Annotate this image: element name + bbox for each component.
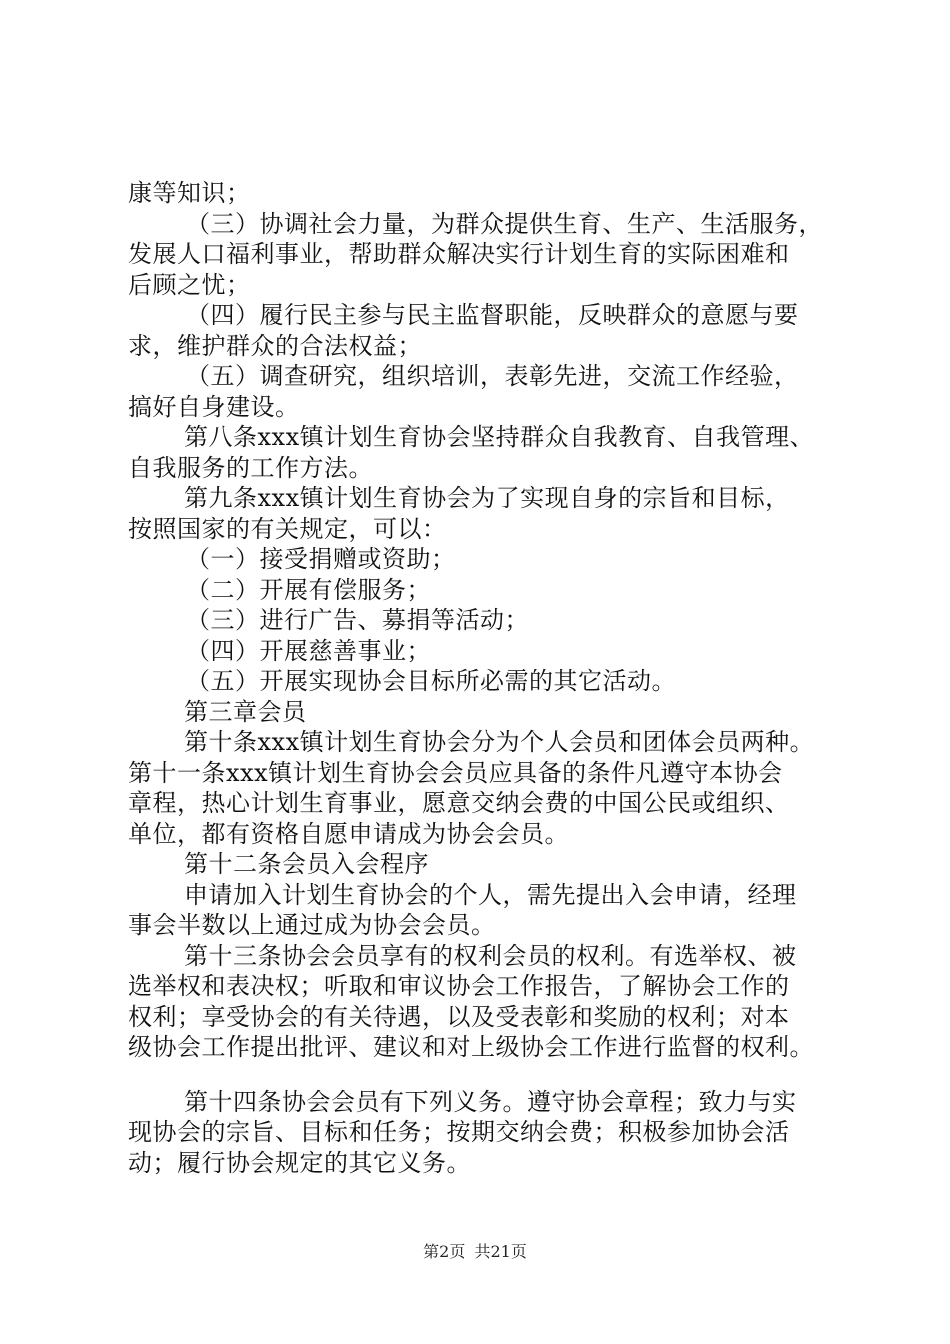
text-line: 第十四条协会会员有下列义务。遵守协会章程；致力与实 xyxy=(184,1087,797,1116)
text-line: （五）调查研究，组织培训，表彰先进，交流工作经验， xyxy=(186,362,799,390)
text-line: 搞好自身建设。 xyxy=(128,392,300,421)
text-line: 发展人口福利事业，帮助群众解决实行计划生育的实际困难和 xyxy=(128,240,790,268)
text-line: 第八条xxx镇计划生育协会坚持群众自我教育、自我管理、 xyxy=(184,423,815,451)
paragraph-gap xyxy=(128,1063,848,1087)
text-line: 现协会的宗旨、目标和任务；按期交纳会费；积极参加协会活 xyxy=(128,1118,790,1146)
text-line: 级协会工作提出批评、建议和对上级协会工作进行监督的权利。 xyxy=(128,1033,814,1061)
document-body xyxy=(128,178,848,1178)
text-line: 单位，都有资格自愿申请成为协会会员。 xyxy=(128,819,569,848)
text-line: 章程，热心计划生育事业，愿意交纳会费的中国公民或组织、 xyxy=(128,789,790,817)
text-line: 后顾之忧； xyxy=(128,270,251,299)
text-line: （三）进行广告、募捐等活动； xyxy=(186,606,529,634)
chapter-heading: 第三章会员 xyxy=(184,697,307,726)
text-line: （二）开展有偿服务； xyxy=(186,575,431,604)
text-line: 按照国家的有关规定，可以： xyxy=(128,514,447,543)
page-number: 第2页 xyxy=(423,1242,466,1261)
text-line: 第十二条会员入会程序 xyxy=(184,850,429,878)
text-line: 第九条xxx镇计划生育协会为了实现自身的宗旨和目标， xyxy=(184,484,790,512)
text-line: 权利；享受协会的有关待遇，以及受表彰和奖励的权利；对本 xyxy=(128,1002,790,1031)
text-line: 第十三条协会会员享有的权利会员的权利。有选举权、被 xyxy=(184,941,797,970)
text-line: （三）协调社会力量，为群众提供生育、生产、生活服务， xyxy=(186,209,823,238)
text-line: 动；履行协会规定的其它义务。 xyxy=(128,1148,471,1177)
text-line: 求，维护群众的合法权益； xyxy=(128,331,422,360)
text-line: 第十条xxx镇计划生育协会分为个人会员和团体会员两种。 xyxy=(184,728,815,756)
text-line: （四）开展慈善事业； xyxy=(186,636,431,665)
text-line: 申请加入计划生育协会的个人，需先提出入会申请，经理 xyxy=(184,880,797,909)
text-line: （一）接受捐赠或资助； xyxy=(186,545,456,573)
page-footer xyxy=(0,1242,950,1262)
text-line: （四）履行民主参与民主监督职能，反映群众的意愿与要 xyxy=(186,301,799,329)
text-line: 自我服务的工作方法。 xyxy=(128,453,373,482)
text-line: 选举权和表决权；听取和审议协会工作报告，了解协会工作的 xyxy=(128,972,790,1000)
text-line: （五）开展实现协会目标所必需的其它活动。 xyxy=(186,667,676,695)
text-line: 第十一条xxx镇计划生育协会会员应具备的条件凡遵守本协会 xyxy=(128,758,783,787)
text-line: 康等知识； xyxy=(128,179,251,207)
page-total: 共21页 xyxy=(474,1242,527,1261)
text-line: 事会半数以上通过成为协会会员。 xyxy=(128,911,496,939)
